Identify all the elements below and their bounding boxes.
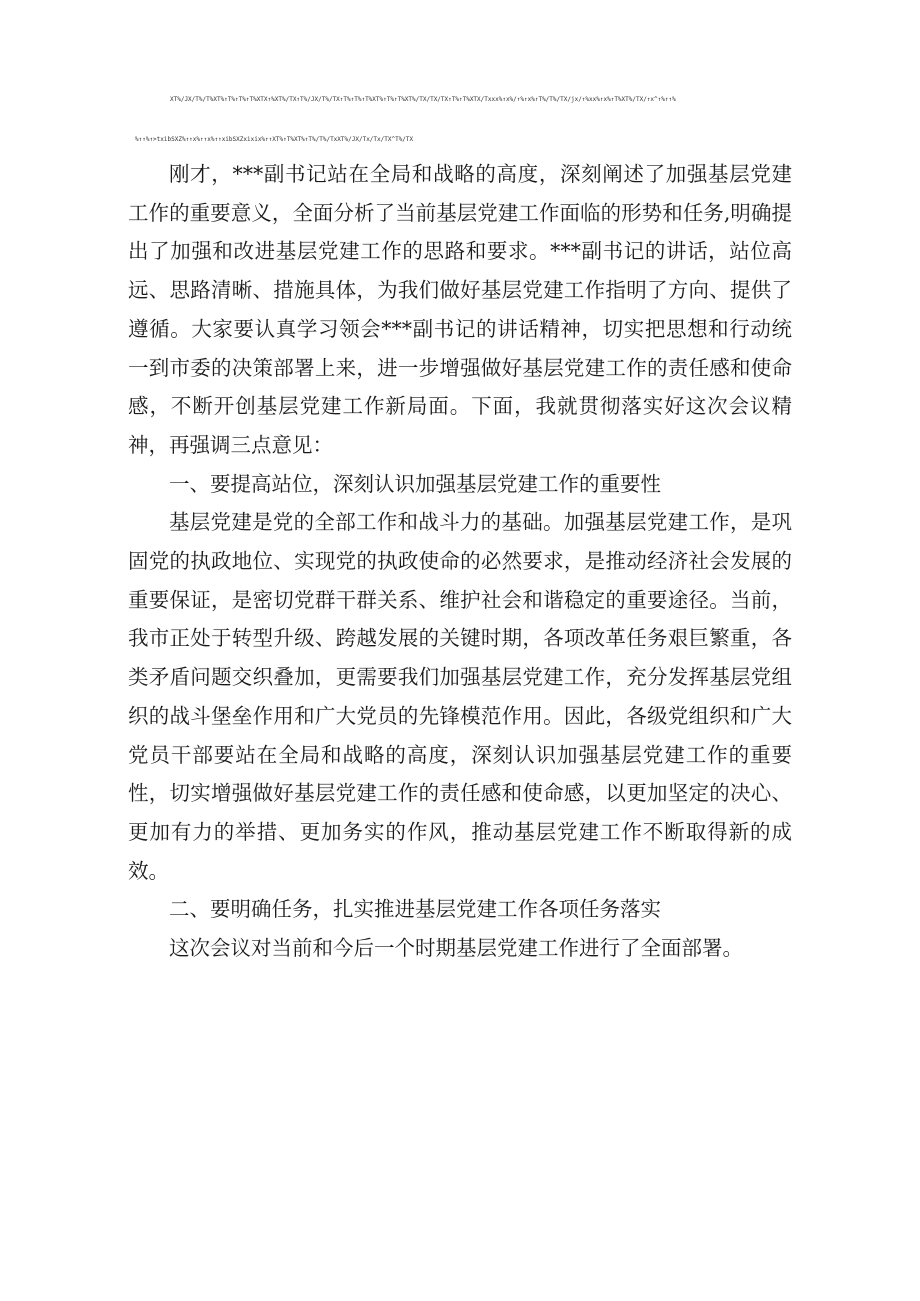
section-heading-1: 一、要提高站位，深刻认识加强基层党建工作的重要性	[169, 471, 661, 496]
document-body	[128, 155, 792, 968]
paragraph-intro: 刚才，***副书记站在全局和战略的高度，深刻阐述了加强基层党建工作的重要意义，全面分析了当前基层党建工作面临的形势和任务,明确提出了加强和改进基层党建工作的思路和要求。***副书记的讲话，站位高远、思路清晰、措施具体，为我们做好基层党建工作指明了方向、提供了遵循。大家要认真学习领会***副书记的讲话精神，切实把思想和行动统一到市委的决策部署上来，进一步增强做好基层党建工作的责任感和使命感，不断开创基层党建工作新局面。下面，我就贯彻落实好这次会议精神，再强调三点意见：	[128, 162, 792, 457]
paragraph-section-1: 基层党建是党的全部工作和战斗力的基础。加强基层党建工作，是巩固党的执政地位、实现党的执政使命的必然要求，是推动经济社会发展的重要保证，是密切党群干群关系、维护社会和谐稳定的重要途径。当前，我市正处于转型升级、跨越发展的关键时期，各项改革任务艰巨繁重，各类矛盾问题交织叠加，更需要我们加强基层党建工作，充分发挥基层党组织的战斗堡垒作用和广大党员的先锋模范作用。因此，各级党组织和广大党员干部要站在全局和战略的高度，深刻认识加强基层党建工作的重要性，切实增强做好基层党建工作的责任感和使命感，以更加坚定的决心、更加有力的举措、更加务实的作风，推动基层党建工作不断取得新的成效。	[128, 510, 792, 883]
header-garbled-text-2: %↑↑%↑>txibSXZ%↑↑x%↑↑x%↑↑xibSXZxixix%↑↑XT%↑T%XT%↑T%/T%/TxXT%/JX/Tx/Tx/TX^T%/TX	[135, 136, 414, 143]
paragraph-section-2: 这次会议对当前和今后一个时期基层党建工作进行了全面部署。	[169, 936, 743, 961]
header-garbled-text: XT%/JX/T%/T%XT%↑T%↑T%↑T%XTX↑%XT%/TX↑T%/JX/T%/TX↑T%↑T%↑T%XT%↑T%↑T%XT%/TX/TX/TX↑T%↑T%XTX/Txxx%↑x%/↑%↑x%↑T%/T%/TX/jx/↑%xx%↑x%↑T%XT%/TX/↑x^↑%↑↑%	[170, 96, 676, 103]
section-heading-2: 二、要明确任务，扎实推进基层党建工作各项任务落实	[169, 897, 661, 922]
